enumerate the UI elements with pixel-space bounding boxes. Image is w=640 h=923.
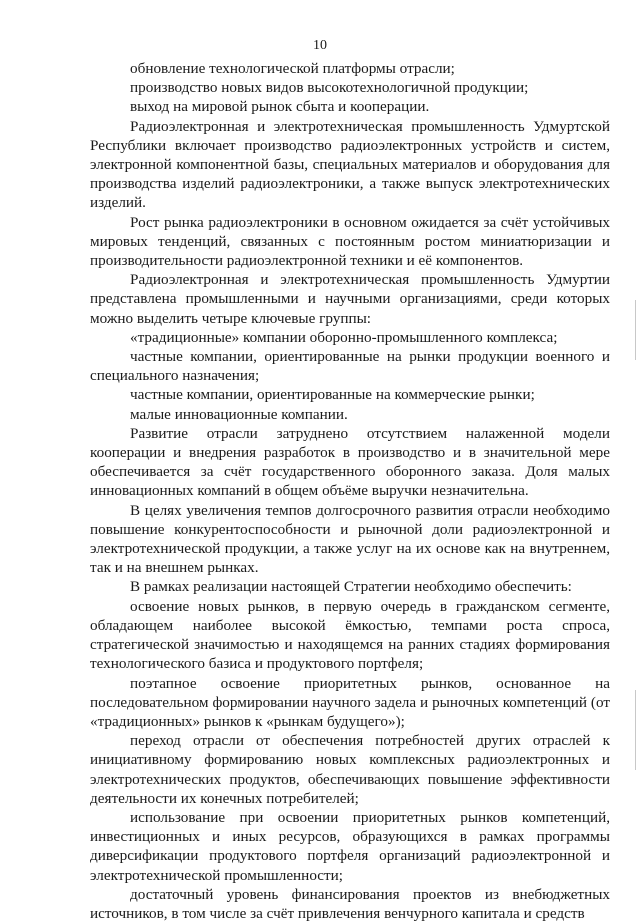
document-body bbox=[90, 59, 610, 923]
paragraph: Рост рынка радиоэлектроники в основном ожидается за счёт устойчивых мировых тенденций, связанных с постоянным ростом миниатюризации и производительности радиоэлектронной техники и её компонентов. bbox=[90, 213, 610, 270]
scan-edge-mark bbox=[635, 300, 636, 360]
list-item: производство новых видов высокотехнологичной продукции; bbox=[130, 79, 529, 97]
paragraph: Радиоэлектронная и электротехническая промышленность Удмуртии представлена промышленными и научными организациями, среди которых можно выделить четыре ключевые группы: bbox=[90, 271, 610, 327]
list-item: частные компании, ориентированные на рынки продукции военного и специального назначения; bbox=[90, 348, 610, 385]
paragraph: Радиоэлектронная и электротехническая промышленность Удмуртской Республики включает производство радиоэлектронных устройств и систем, электронной компонентной базы, специальных материалов и оборудования для производства изделий радиоэлектроники, а также выпуск электротехнических изделий. bbox=[90, 117, 610, 212]
list-item: малые инновационные компании. bbox=[130, 405, 348, 423]
list-item: выход на мировой рынок сбыта и кооперации. bbox=[130, 98, 430, 116]
list-item: «традиционные» компании оборонно-промышленного комплекса; bbox=[130, 328, 558, 346]
paragraph: Развитие отрасли затруднено отсутствием налаженной модели кооперации и внедрения разработок в производство и в значительной мере обеспечивается за счёт государственного оборонного заказа. Доля малых инновационных компаний в общем объёме выручки незначительна. bbox=[90, 424, 610, 500]
paragraph: В целях увеличения темпов долгосрочного развития отрасли необходимо повышение конкурентоспособности и рыночной доли радиоэлектронной и электротехнической продукции, а также услуг на их основе как на внутреннем, так и на внешнем рынках. bbox=[90, 501, 610, 577]
list-item: переход отрасли от обеспечения потребностей других отраслей к инициативному формированию новых комплексных радиоэлектронных и электротехнических продуктов, обеспечивающих повышение эффективности деятельности их конечных потребителей; bbox=[90, 732, 610, 807]
list-item: частные компании, ориентированные на коммерческие рынки; bbox=[130, 386, 535, 404]
scan-edge-mark bbox=[635, 690, 636, 770]
list-item: обновление технологической платформы отрасли; bbox=[130, 60, 455, 77]
list-item: поэтапное освоение приоритетных рынков, основанное на последовательном формировании научного задела и рыночных компетенций (от «традиционных» рынков к «рынкам будущего»); bbox=[90, 674, 610, 730]
list-item: использование при освоении приоритетных рынков компетенций, инвестиционных и иных ресурсов, образующихся в рамках программы диверсификации продуктового портфеля организаций радиоэлектронной и электротехнической промышленности; bbox=[90, 808, 610, 884]
paragraph: В рамках реализации настоящей Стратегии необходимо обеспечить: bbox=[130, 578, 572, 596]
list-item: достаточный уровень финансирования проектов из внебюджетных источников, в том числе за счёт привлечения венчурного капитала и средств bbox=[90, 885, 610, 922]
list-item: освоение новых рынков, в первую очередь в гражданском сегменте, обладающем наиболее высокой ёмкостью, темпами роста спроса, стратегической значимостью и находящемся на ранних стадиях формирования технологического базиса и продуктового портфеля; bbox=[90, 597, 610, 673]
page-number: 10 bbox=[313, 38, 327, 53]
